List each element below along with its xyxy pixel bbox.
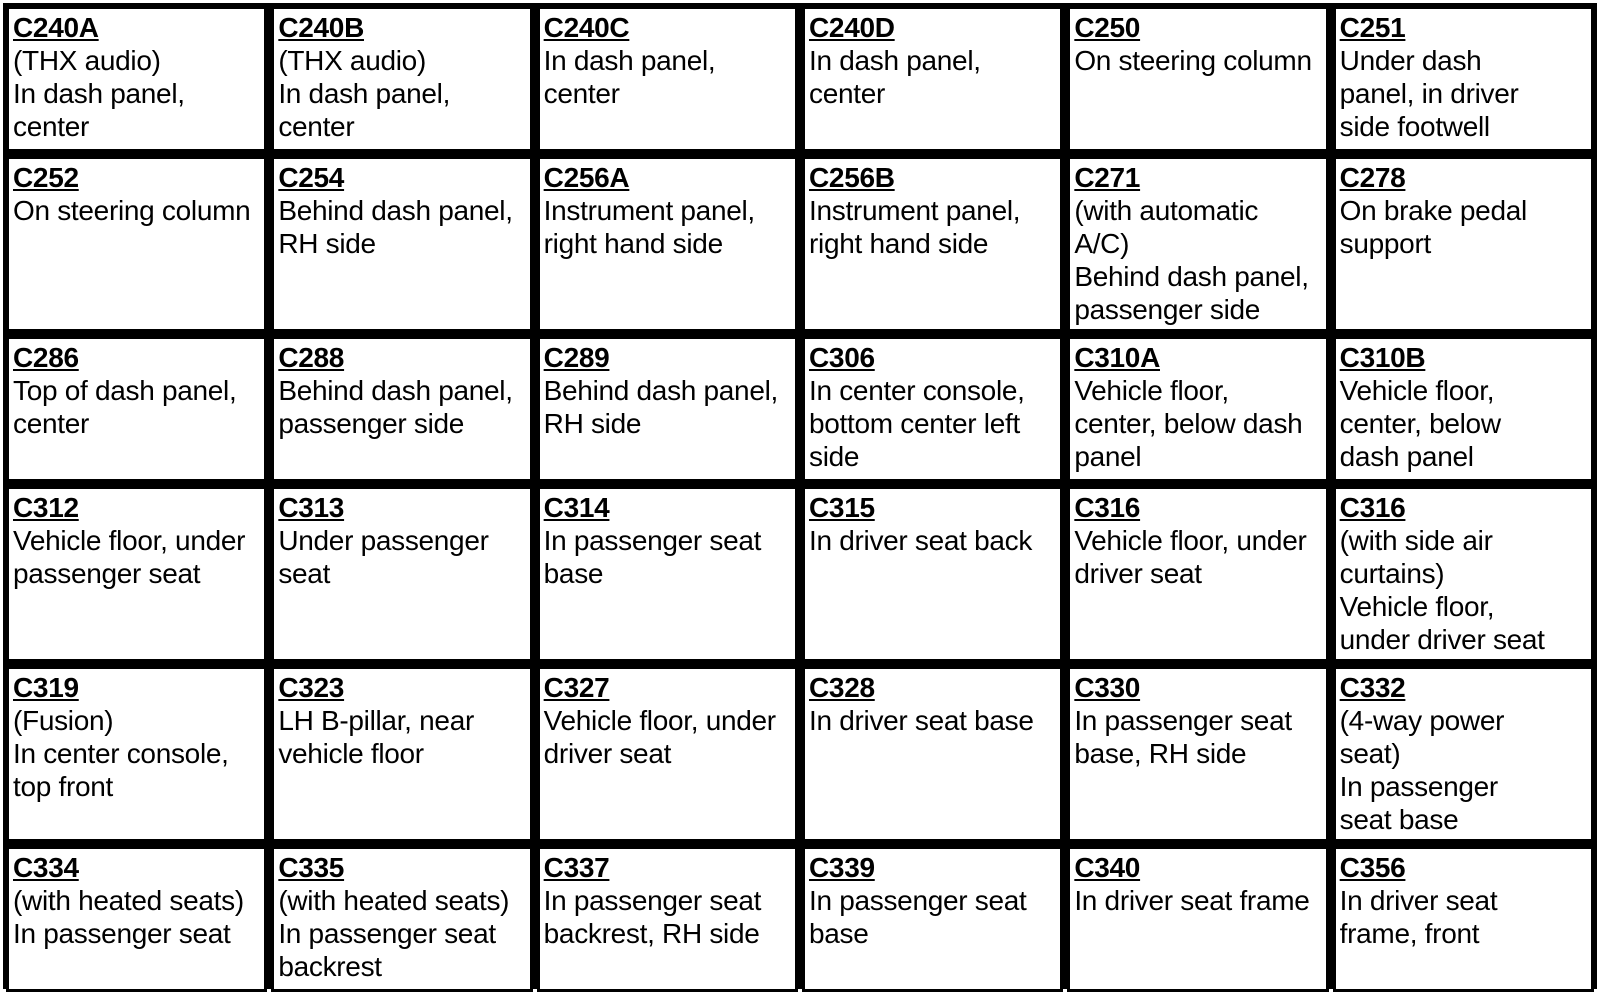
connector-location-line: Behind dash panel, (543, 375, 779, 406)
connector-location-line: Behind dash panel, (278, 195, 513, 226)
connector-location-line: Instrument panel, (543, 195, 755, 226)
connector-location-line: Vehicle floor, under (543, 705, 776, 736)
connector-location-line: center (13, 111, 90, 142)
connector-location-line: (Fusion) (13, 705, 114, 736)
connector-cell (1333, 846, 1594, 992)
connector-code: C306 (809, 342, 875, 373)
connector-code: C332 (1339, 672, 1406, 703)
connector-location-line: backrest (278, 951, 382, 982)
connector-cell (537, 666, 798, 842)
connector-cell (802, 156, 1063, 332)
connector-cell (6, 846, 267, 992)
connector-location-line: In dash panel, (543, 45, 716, 76)
connector-code: C335 (278, 852, 345, 883)
connector-location-line: In dash panel, (278, 78, 451, 109)
connector-location-line: In driver seat (1339, 885, 1498, 916)
connector-location-line: Vehicle floor, under (1074, 525, 1307, 556)
connector-location-line: curtains) (1339, 558, 1445, 589)
connector-code: C256A (543, 162, 630, 193)
connector-location-line: In passenger seat (543, 525, 762, 556)
connector-location-line: center, below (1339, 408, 1501, 439)
connector-code: C254 (278, 162, 345, 193)
connector-location-line: (with side air (1339, 525, 1493, 556)
connector-location-line: RH side (543, 408, 642, 439)
connector-location-line: right hand side (809, 228, 989, 259)
connector-code: C250 (1074, 12, 1141, 43)
connector-location-line: In passenger seat (543, 885, 762, 916)
connector-location-line: In passenger seat (1074, 705, 1292, 736)
connector-cell (537, 486, 798, 662)
connector-location-line: In passenger (1339, 771, 1498, 802)
connector-location-line: In passenger seat (809, 885, 1027, 916)
connector-location-line: base (809, 918, 869, 949)
connector-location-line: center (809, 78, 886, 109)
connector-code: C323 (278, 672, 345, 703)
connector-code: C339 (809, 852, 875, 883)
connector-location-line: In center console, (809, 375, 1025, 406)
connector-code: C327 (543, 672, 610, 703)
connector-location-line: support (1339, 228, 1431, 259)
connector-location-table (3, 3, 1597, 989)
connector-location-line: (with automatic (1074, 195, 1259, 226)
connector-location-line: frame, front (1339, 918, 1480, 949)
connector-cell (271, 846, 532, 992)
connector-location-line: In passenger seat (13, 918, 231, 949)
connector-location-line: center (543, 78, 620, 109)
connector-location-line: panel (1074, 441, 1142, 472)
connector-location-line: (4-way power (1339, 705, 1505, 736)
connector-location-line: Top of dash panel, (13, 375, 237, 406)
connector-location-line: Behind dash panel, (1074, 261, 1309, 292)
connector-code: C240A (13, 12, 99, 43)
connector-cell (6, 666, 267, 842)
connector-cell (271, 6, 532, 152)
connector-cell (271, 336, 532, 482)
connector-location-line: center, below dash (1074, 408, 1303, 439)
connector-code: C340 (1074, 852, 1141, 883)
connector-cell (6, 6, 267, 152)
connector-code: C251 (1339, 12, 1406, 43)
connector-location-line: Vehicle floor, (1074, 375, 1229, 406)
connector-location-line: passenger side (278, 408, 465, 439)
connector-cell (802, 666, 1063, 842)
connector-code: C256B (809, 162, 895, 193)
connector-code: C334 (13, 852, 79, 883)
connector-cell (1333, 666, 1594, 842)
connector-cell (1067, 846, 1328, 992)
connector-location-line: under driver seat (1339, 624, 1545, 655)
connector-cell (802, 846, 1063, 992)
connector-location-line: Vehicle floor, under (13, 525, 246, 556)
connector-location-line: (THX audio) (13, 45, 161, 76)
connector-code: C328 (809, 672, 875, 703)
connector-location-line: driver seat (543, 738, 672, 769)
connector-cell (802, 486, 1063, 662)
connector-code: C316 (1339, 492, 1406, 523)
connector-location-line: bottom center left (809, 408, 1020, 439)
connector-location-line: top front (13, 771, 114, 802)
connector-cell (1333, 486, 1594, 662)
connector-cell (6, 336, 267, 482)
connector-code: C288 (278, 342, 345, 373)
connector-code: C289 (543, 342, 610, 373)
connector-location-line: Instrument panel, (809, 195, 1021, 226)
connector-code: C319 (13, 672, 79, 703)
connector-location-line: A/C) (1074, 228, 1130, 259)
connector-cell (271, 486, 532, 662)
connector-location-line: RH side (278, 228, 376, 259)
connector-location-line: right hand side (543, 228, 723, 259)
connector-location-line: (with heated seats) (278, 885, 510, 916)
connector-code: C330 (1074, 672, 1141, 703)
connector-code: C240B (278, 12, 364, 43)
connector-location-line: On steering column (13, 195, 251, 226)
connector-location-line: vehicle floor (278, 738, 424, 769)
connector-code: C313 (278, 492, 345, 523)
connector-location-line: seat) (1339, 738, 1401, 769)
connector-cell (1333, 336, 1594, 482)
connector-location-line: In dash panel, (13, 78, 185, 109)
connector-location-line: In center console, (13, 738, 229, 769)
connector-location-line: seat (278, 558, 331, 589)
connector-location-line: In driver seat base (809, 705, 1034, 736)
connector-location-line: center (278, 111, 355, 142)
connector-location-line: Vehicle floor, (1339, 591, 1495, 622)
connector-location-line: On steering column (1074, 45, 1312, 76)
connector-location-line: backrest, RH side (543, 918, 760, 949)
connector-location-line: Under passenger (278, 525, 489, 556)
connector-location-line: panel, in driver (1339, 78, 1519, 109)
connector-cell (1067, 156, 1328, 332)
connector-location-line: Vehicle floor, (1339, 375, 1495, 406)
connector-code: C316 (1074, 492, 1141, 523)
connector-location-line: passenger side (1074, 294, 1261, 325)
connector-code: C314 (543, 492, 610, 523)
connector-location-line: (THX audio) (278, 45, 426, 76)
connector-code: C356 (1339, 852, 1406, 883)
connector-cell (271, 666, 532, 842)
connector-cell (6, 156, 267, 332)
connector-location-line: In dash panel, (809, 45, 981, 76)
connector-cell (802, 6, 1063, 152)
connector-code: C240D (809, 12, 895, 43)
connector-cell (537, 156, 798, 332)
connector-location-line: side (809, 441, 860, 472)
connector-cell (1067, 666, 1328, 842)
connector-cell (537, 6, 798, 152)
connector-code: C271 (1074, 162, 1141, 193)
connector-location-line: passenger seat (13, 558, 201, 589)
connector-code: C252 (13, 162, 79, 193)
connector-code: C312 (13, 492, 79, 523)
connector-location-line: In passenger seat (278, 918, 496, 949)
connector-location-line: dash panel (1339, 441, 1474, 472)
connector-code: C310B (1339, 342, 1426, 373)
connector-location-line: side footwell (1339, 111, 1490, 142)
connector-code: C240C (543, 12, 630, 43)
connector-cell (6, 486, 267, 662)
connector-location-line: On brake pedal (1339, 195, 1527, 226)
connector-cell (1067, 336, 1328, 482)
connector-location-line: Behind dash panel, (278, 375, 513, 406)
connector-code: C337 (543, 852, 610, 883)
connector-cell (537, 846, 798, 992)
connector-cell (1067, 486, 1328, 662)
connector-location-line: In driver seat back (809, 525, 1033, 556)
connector-code: C315 (809, 492, 875, 523)
connector-location-line: LH B-pillar, near (278, 705, 474, 736)
connector-cell (1333, 6, 1594, 152)
connector-code: C310A (1074, 342, 1160, 373)
connector-location-line: base, RH side (1074, 738, 1247, 769)
connector-code: C278 (1339, 162, 1406, 193)
connector-location-line: base (543, 558, 604, 589)
connector-cell (271, 156, 532, 332)
connector-cell (537, 336, 798, 482)
connector-location-line: (with heated seats) (13, 885, 244, 916)
connector-location-line: driver seat (1074, 558, 1202, 589)
connector-code: C286 (13, 342, 79, 373)
connector-location-line: center (13, 408, 90, 439)
connector-cell (802, 336, 1063, 482)
connector-cell (1333, 156, 1594, 332)
connector-location-line: seat base (1339, 804, 1459, 835)
connector-location-line: Under dash (1339, 45, 1482, 76)
connector-location-line: In driver seat frame (1074, 885, 1310, 916)
connector-cell (1067, 6, 1328, 152)
